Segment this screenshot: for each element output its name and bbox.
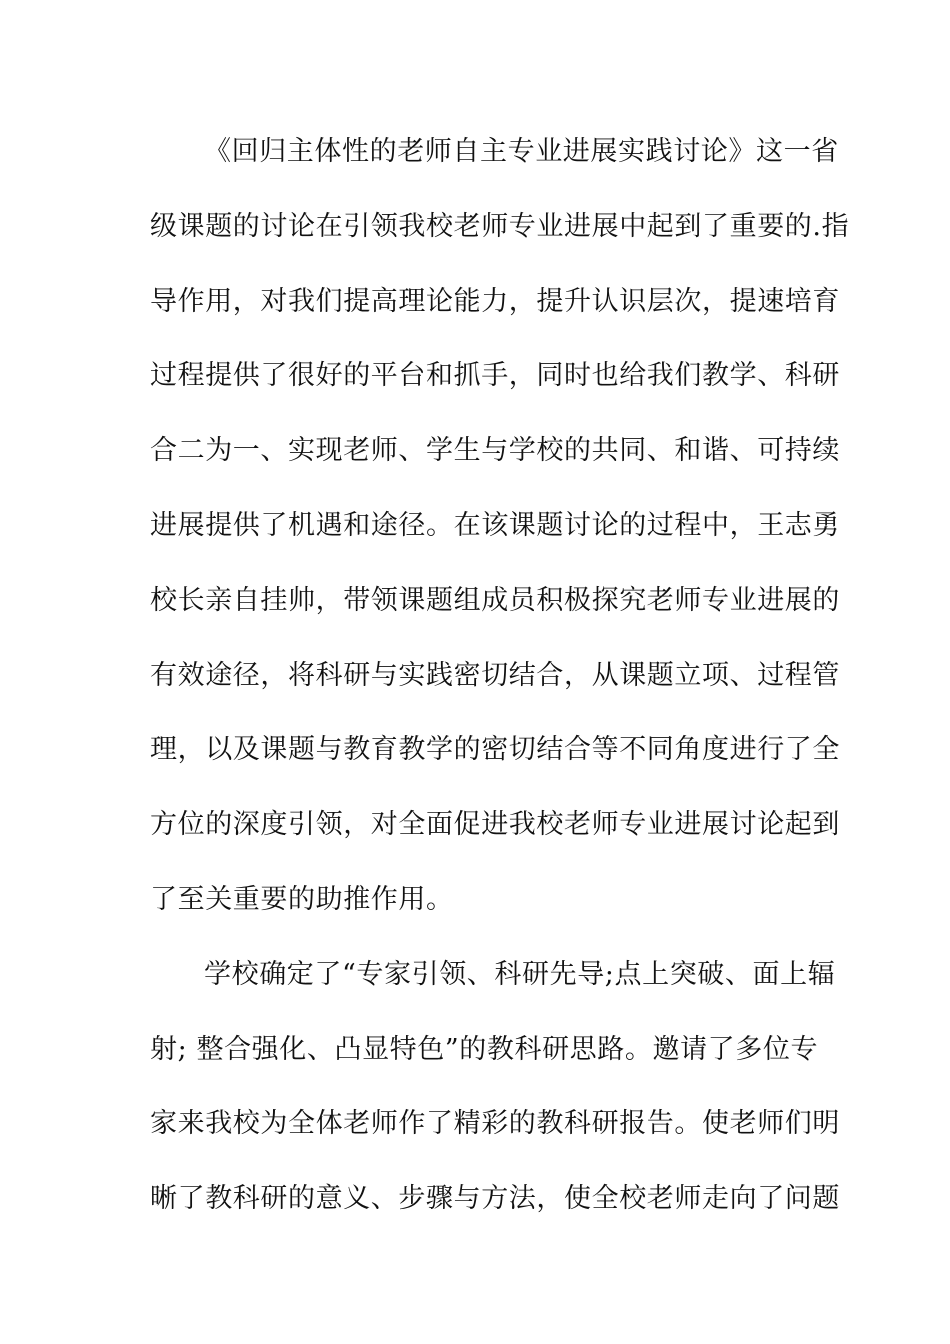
text-line: 进展提供了机遇和途径。在该课题讨论的过程中，王志勇	[150, 509, 840, 541]
text-line: 导作用，对我们提高理论能力，提升认识层次，提速培育	[150, 285, 840, 317]
text-line: 级课题的讨论在引领我校老师专业进展中起到了重要的.指	[150, 210, 850, 242]
text-line: 了至关重要的助推作用。	[150, 883, 454, 915]
text-line: 学校确定了“专家引领、科研先导;点上突破、面上辐	[204, 958, 836, 990]
text-line: 家来我校为全体老师作了精彩的教科研报告。使老师们明	[150, 1108, 840, 1140]
paragraph-1	[150, 127, 850, 950]
text-line: 有效途径，将科研与实践密切结合，从课题立项、过程管	[150, 659, 840, 691]
text-line: 晰了教科研的意义、步骤与方法，使全校老师走向了问题	[150, 1183, 840, 1215]
text-line: 合二为一、实现老师、学生与学校的共同、和谐、可持续	[150, 435, 840, 467]
text-line: 《回归主体性的老师自主专业进展实践讨论》这一省	[204, 136, 839, 167]
text-line: 过程提供了很好的平台和抓手，同时也给我们教学、科研	[150, 360, 840, 392]
text-line: 射; 整合强化、凸显特色”的教科研思路。邀请了多位专	[150, 1033, 819, 1065]
text-line: 校长亲自挂帅，带领课题组成员积极探究老师专业进展的	[150, 584, 840, 616]
text-line: 理，以及课题与教育教学的密切结合等不同角度进行了全	[150, 734, 840, 766]
text-line: 方位的深度引领，对全面促进我校老师专业进展讨论起到	[150, 809, 840, 841]
document-body	[150, 127, 850, 1249]
paragraph-2	[150, 950, 840, 1249]
